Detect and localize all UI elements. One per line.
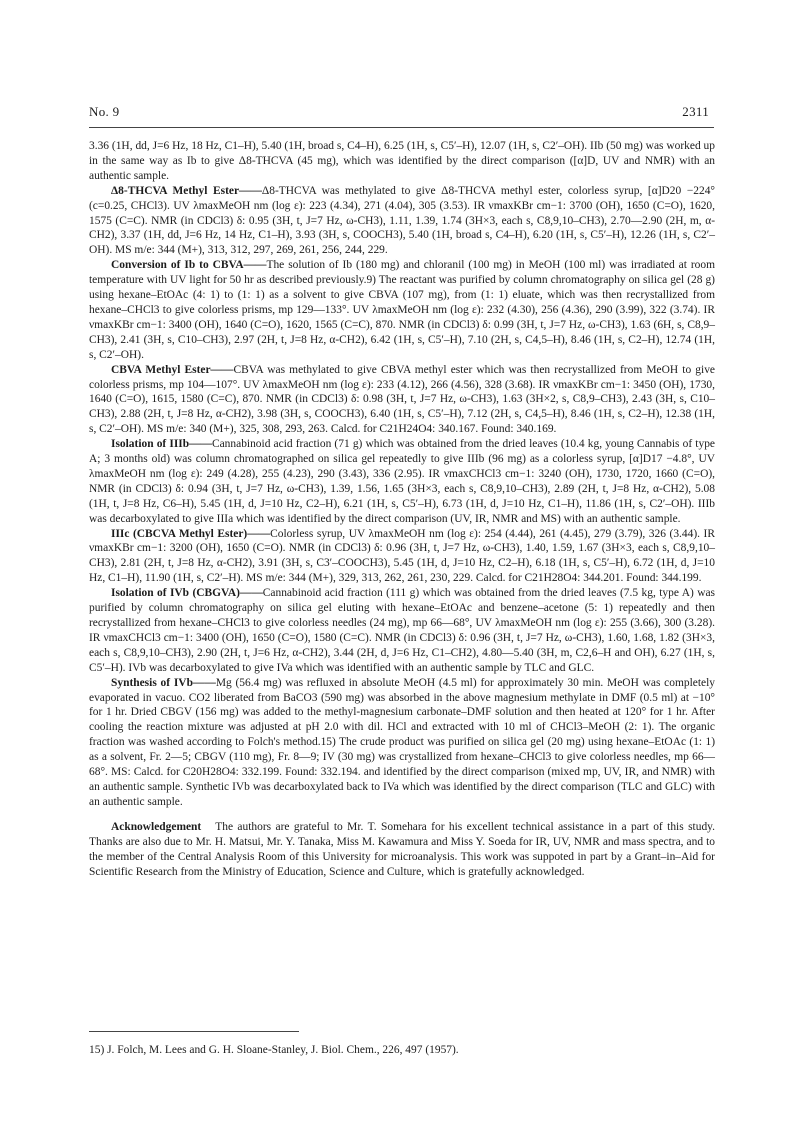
paragraph-text: CBVA was methylated to give CBVA methyl ester which was then recrystallized from MeOH to give colorless prisms, mp 104—107°. UV λmaxMeOH nm (log ε): 233 (4.12), 266 (4.56), 328 (3.68). IR νmaxKBr cm−1: 3450 (OH), 1730, 1640 (C=O), 1615, 1580 (C=C), 870. NMR (in CDCl3) δ: 0.98 (3H, t, J=7 Hz, ω-CH3), 1.63 (3H×2, s, C8,9–CH3), 2.43 (3H, s, C10–CH3), 2.88 (2H, t, J=8 Hz, α-CH2), 3.98 (3H, s, COOCH3), 6.40 (1H, s, C5′–H), 7.12 (2H, s, C4,5–H), 8.46 (1H, s, C2–H), 12.38 (1H, s, C2′–OH). MS m/e: 340 (M+), 325, 308, 293, 263. Calcd. for C21H24O4: 340.167. Found: 340.169. xyxy=(89,363,715,436)
paragraph-heading: Conversion of Ib to CBVA—— xyxy=(111,259,267,272)
footnote-rule xyxy=(89,1031,299,1032)
footnote-15: 15) J. Folch, M. Lees and G. H. Sloane-Stanley, J. Biol. Chem., 226, 497 (1957). xyxy=(89,1044,459,1056)
paragraph-text: The solution of Ib (180 mg) and chloranil (100 mg) in MeOH (100 ml) was irradiated at room temperature with UV light for 50 hr as described previously.9) The reactant was purified by column chromatography on silica gel (28 g) using hexane–EtOAc (4: 1) to (1: 1) as a solvent to give CBVA (107 mg), from (1: 1) eluate, which was then recrystallized from hexane–CHCl3 to give colorless prisms, mp 129—133°. UV λmaxMeOH nm (log ε): 232 (4.30), 256 (4.36), 290 (3.99), 322 (3.74). IR νmaxKBr cm−1: 3400 (OH), 1640 (C=O), 1620, 1565 (C=C), 870. NMR (in CDCl3) δ: 0.99 (3H, t, J=7 Hz, ω-CH3), 1.63 (6H, s, C8,9–CH3), 2.41 (3H, s, C10–CH3), 2.97 (2H, t, J=8 Hz, α-CH2), 6.42 (1H, s, C5′–H), 7.10 (2H, s, C4,5–H), 8.46 (1H, s, C2–H), 12.74 (1H, s, C2′–OH). xyxy=(89,259,715,361)
paragraph-heading: Δ8-THCVA Methyl Ester—— xyxy=(111,184,262,197)
paragraph-text: Cannabinoid acid fraction (111 g) which was obtained from the dried leaves (7.5 kg, type A) was purified by column chromatography on silica gel eluting with hexane–EtOAc and benzene–acetone (5: 1) repeatedly and then recrystallized from hexane–CHCl3 to give colorless needles (24 mg), mp 66—68°, UV λmaxMeOH nm (log ε): 255 (3.66), 300 (3.28). IR νmaxCHCl3 cm−1: 3400 (OH), 1650 (C=O), 1580 (C=C). NMR (in CDCl3) δ: 0.96 (3H, t, J=7 Hz, ω-CH3), 1.60, 1.68, 1.82 (3H×3, each s, C8,9,10–CH3), 2.90 (2H, t, J=6 Hz, α-CH2), 3.44 (2H, d, J=6 Hz, C1–CH2), 4.80—5.40 (3H, m, C2,6–H and OH), 6.27 (1H, s, C5′–H). IVb was decarboxylated to give IVa which was identified with an authentic sample by TLC and GLC. xyxy=(89,587,715,674)
paragraph-heading: IIIc (CBCVA Methyl Ester)—— xyxy=(111,527,271,540)
paragraph-text: Δ8-THCVA was methylated to give Δ8-THCVA methyl ester, colorless syrup, [α]D20 −224° (c=0.25, CHCl3). UV λmaxMeOH nm (log ε): 223 (4.34), 271 (4.04), 305 (3.53). IR νmaxKBr cm−1: 3700 (OH), 1650 (C=O), 1620, 1575 (C=C). NMR (in CDCl3) δ: 0.95 (3H, t, J=7 Hz, ω-CH3), 1.11, 1.39, 1.74 (3H×3, each s, C8,9,10–CH3), 2.70—2.90 (2H, m, α-CH2), 3.37 (1H, dd, J=6 Hz, 14 Hz, C1–H), 3.93 (3H, s, COOCH3), 5.40 (1H, broad s, C4–H), 6.20 (1H, s, C5′–H), 12.26 (1H, s, C2′–OH). MS m/e: 344 (M+), 313, 312, 297, 269, 261, 256, 244, 229. xyxy=(89,184,716,257)
issue-number: No. 9 xyxy=(89,104,120,119)
paragraph-text: Mg (56.4 mg) was refluxed in absolute MeOH (4.5 ml) for approximately 30 min. MeOH was completely evaporated in vacuo. CO2 liberated from BaCO3 (590 mg) was absorbed in the above magnesium methylate in DMF (0.5 ml) at −10° for 1 hr. Dried CBGV (156 mg) was added to the methyl-magnesium carbonate–DMF solution and then heated at 120° for 1 hr. After cooling the reaction mixture was adjusted at pH 2.0 with dil. HCl and extracted with 10 ml of CHCl3–MeOH (2: 1). The organic fraction was washed according to Folch's method.15) The crude product was purified on silica gel (20 mg) using hexane–EtOAc (1: 1) as a solvent, Fr. 2—5; CBGV (110 mg), Fr. 8—9; IV (30 mg) was crystallized from hexane–CHCl3 to give colorless needles, mp 66—68°. MS: Calcd. for C20H28O4: 332.199. Found: 332.194. and identified by the direct comparison (mixed mp, UV, IR, and NMR) with an authentic sample. Synthetic IVb was decarboxylated back to IVa which was identified by the direct comparison (TLC and GLC) with an authentic sample. xyxy=(89,676,715,808)
paragraph-cbva-methyl-ester xyxy=(89,363,715,438)
experimental-section xyxy=(89,139,715,879)
acknowledgement xyxy=(89,820,715,880)
acknowledgement-text: The authors are grateful to Mr. T. Somehara for his excellent technical assistance in a part of this study. Thanks are also due to Mr. H. Matsui, Mr. Y. Tanaka, Miss M. Kawamura and Miss Y. Soeda for IR, UV, NMR and mass spectra, and to the member of the Central Analysis Room of this University for microanalysis. This work was suppoted in part by a Grant–in–Aid for Scientific Research from the Ministry of Education, Science and Culture, which is gratefully acknowledged. xyxy=(89,820,715,878)
paragraph-d8-thcva-methyl-ester xyxy=(89,184,715,259)
paragraph-heading: CBVA Methyl Ester—— xyxy=(111,363,234,376)
paragraph-conversion-ib-cbva xyxy=(89,258,715,362)
paragraph-text: Cannabinoid acid fraction (71 g) which was obtained from the dried leaves (10.4 kg, young Cannabis of type A; 3 months old) was column chromatographed on silica gel repeatedly to give IIIb (96 mg) as a colorless syrup, [α]D17 −4.8°, UV λmaxMeOH nm (log ε): 249 (4.28), 255 (4.23), 290 (3.43), 336 (2.95). IR νmaxCHCl3 cm−1: 3240 (OH), 1730, 1720, 1660 (C=O), NMR (in CDCl3) δ: 0.94 (3H, t, J=7 Hz, ω-CH3), 1.39, 1.56, 1.65 (3H×3, each s, C8,9,10–CH3), 2.89 (2H, t, J=8 Hz, α-CH2), 5.08 (1H, t, J=8 Hz, C6–H), 5.45 (1H, d, J=10 Hz, C2–H), 6.21 (1H, s, C5′–H), 6.73 (1H, d, J=10 Hz, C1–H), 11.86 (1H, s, C2′–OH). IIIb was decarboxylated to give IIIa which was identified by the direct comparison (UV, IR, NMR and MS) with an authentic sample. xyxy=(89,438,715,525)
running-head xyxy=(89,104,709,124)
paragraph-text: 3.36 (1H, dd, J=6 Hz, 18 Hz, C1–H), 5.40 (1H, broad s, C4–H), 6.25 (1H, s, C5′–H), 12.07 (1H, s, C2′–OH). IIb (50 mg) was worked up in the same way as Ib to give Δ8-THCVA (45 mg), which was identified by the direct comparison ([α]D, UV and NMR) with an authentic sample. xyxy=(89,140,715,182)
page-number: 2311 xyxy=(682,104,709,119)
acknowledgement-heading: Acknowledgement xyxy=(111,820,202,833)
paragraph-isolation-iiib xyxy=(89,437,715,526)
paragraph-heading: Synthesis of IVb—— xyxy=(111,676,216,689)
paragraph-isolation-ivb xyxy=(89,586,715,675)
section-gap xyxy=(89,810,715,820)
header-rule xyxy=(89,127,714,128)
paragraph-heading: Isolation of IIIb—— xyxy=(111,438,212,451)
paragraph-synthesis-ivb xyxy=(89,676,715,810)
paragraph-iiic-cbcva-methyl-ester xyxy=(89,527,715,587)
paragraph-heading: Isolation of IVb (CBGVA)—— xyxy=(111,587,263,600)
paragraph-iib-workup xyxy=(89,139,715,184)
paragraph-text: Colorless syrup, UV λmaxMeOH nm (log ε): 254 (4.44), 261 (4.45), 279 (3.79), 326 (3.44). IR νmaxKBr cm−1: 3200 (OH), 1650 (C=O). NMR (in CDCl3) δ: 0.96 (3H, t, J=7 Hz, ω-CH3), 1.40, 1.59, 1.67 (3H×3, each s, C8,9,10–CH3), 2.81 (2H, t, J=8 Hz, α-CH2), 3.91 (3H, s, C3′–COOCH3), 5.45 (1H, d, J=10 Hz, C2–H), 6.18 (1H, s, C5′–H), 6.72 (1H, d, J=10 Hz, C1–H), 11.90 (1H, s, C2′–H). MS m/e: 344 (M+), 329, 313, 262, 261, 230, 229. Calcd. for C21H28O4: 344.201. Found: 344.199. xyxy=(89,527,715,585)
